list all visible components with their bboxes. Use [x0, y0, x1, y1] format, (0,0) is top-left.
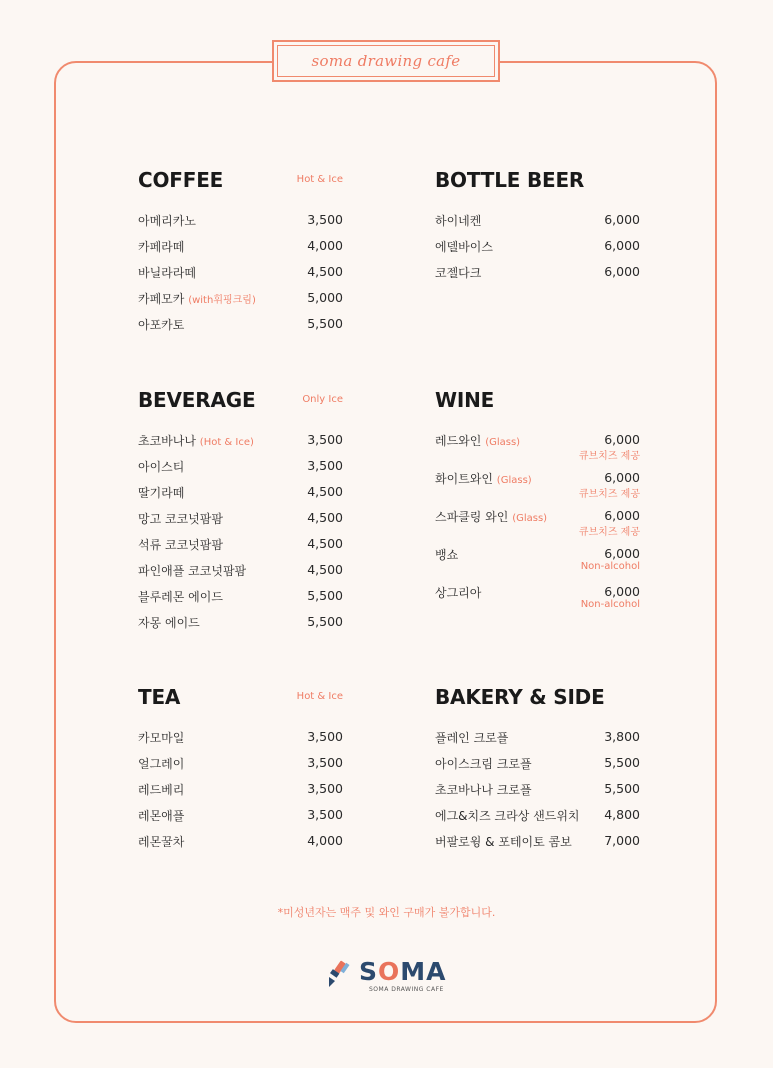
item-note: (Glass)	[485, 437, 521, 448]
item-name: 딸기라떼	[138, 486, 185, 500]
item-name: 카페라떼	[138, 240, 185, 254]
section-note: Hot & Ice	[296, 691, 343, 702]
item-name: 스파클링 와인	[435, 510, 509, 524]
item-name: 버팔로윙 & 포테이토 콤보	[435, 835, 572, 849]
item-price: 5,500	[604, 781, 640, 796]
item-price: 5,500	[307, 614, 343, 629]
item-price: 3,500	[307, 781, 343, 796]
item-price: 6,000	[604, 264, 640, 279]
menu-item	[138, 805, 343, 831]
menu-item	[138, 560, 343, 586]
item-price: 4,500	[307, 264, 343, 279]
item-name: 얼그레이	[138, 757, 185, 771]
section-wine	[435, 388, 640, 620]
section-title: BOTTLE BEER	[435, 168, 585, 192]
menu-item	[435, 727, 640, 753]
item-name: 바닐라라떼	[138, 266, 196, 280]
item-price: 6,000	[604, 508, 640, 523]
section-title: BEVERAGE	[138, 388, 256, 412]
menu-item	[138, 586, 343, 612]
item-price: 6,000	[604, 238, 640, 253]
item-name: 자몽 에이드	[138, 616, 200, 630]
item-subnote: Non-alcohol	[580, 561, 640, 572]
section-title: BAKERY & SIDE	[435, 685, 605, 709]
item-note: (with휘핑크림)	[188, 295, 256, 306]
logo-subtitle: SOMA DRAWING CAFE	[369, 986, 444, 993]
section-note: Only Ice	[302, 394, 343, 405]
item-price: 4,800	[604, 807, 640, 822]
item-price: 5,000	[307, 290, 343, 305]
logo-wordmark: SOMA	[359, 957, 447, 986]
section-title: COFFEE	[138, 168, 224, 192]
item-price: 4,000	[307, 238, 343, 253]
paintbrush-icon	[325, 959, 355, 989]
menu-item	[138, 831, 343, 857]
item-name: 아메리카노	[138, 214, 196, 228]
item-price: 5,500	[604, 755, 640, 770]
item-name: 레드와인	[435, 434, 482, 448]
item-price: 3,500	[307, 729, 343, 744]
menu-item	[435, 236, 640, 262]
item-price: 4,500	[307, 536, 343, 551]
menu-item	[138, 612, 343, 638]
item-price: 6,000	[604, 470, 640, 485]
item-price: 4,500	[307, 562, 343, 577]
item-price: 3,500	[307, 212, 343, 227]
item-price: 3,500	[307, 432, 343, 447]
item-name: 초코바나나 크로플	[435, 783, 532, 797]
cafe-name: soma drawing cafe	[277, 45, 495, 77]
section-beverage	[138, 388, 343, 638]
menu-item	[435, 506, 640, 544]
menu-item	[435, 544, 640, 582]
item-price: 4,500	[307, 510, 343, 525]
item-name: 블루레몬 에이드	[138, 590, 223, 604]
item-note: (Glass)	[512, 513, 548, 524]
item-name: 레몬꿀차	[138, 835, 185, 849]
item-price: 3,800	[604, 729, 640, 744]
item-name: 아포카토	[138, 318, 185, 332]
menu-item	[138, 508, 343, 534]
item-price: 6,000	[604, 432, 640, 447]
menu-item	[138, 727, 343, 753]
item-subnote: Non-alcohol	[580, 599, 640, 610]
section-title: TEA	[138, 685, 181, 709]
section-bottle-beer	[435, 168, 640, 288]
item-note: (Glass)	[496, 475, 532, 486]
item-price: 3,500	[307, 755, 343, 770]
item-name: 카모마일	[138, 731, 185, 745]
soma-logo	[325, 955, 450, 997]
menu-item	[138, 482, 343, 508]
item-name: 파인애플 코코넛팜팜	[138, 564, 247, 578]
item-subnote: 큐브치즈 제공	[578, 451, 640, 462]
item-name: 에그&치즈 크라상 샌드위치	[435, 809, 580, 823]
item-name: 하이네켄	[435, 214, 482, 228]
menu-item	[435, 430, 640, 468]
item-name: 뱅쇼	[435, 548, 459, 562]
item-price: 4,500	[307, 484, 343, 499]
item-price: 6,000	[604, 546, 640, 561]
menu-item	[435, 582, 640, 620]
item-price: 3,500	[307, 458, 343, 473]
section-coffee	[138, 168, 343, 340]
menu-item	[435, 805, 640, 831]
section-tea	[138, 685, 343, 857]
menu-item	[435, 210, 640, 236]
section-title: WINE	[435, 388, 495, 412]
section-note: Hot & Ice	[296, 174, 343, 185]
menu-item	[138, 456, 343, 482]
menu-item	[138, 262, 343, 288]
item-subnote: 큐브치즈 제공	[578, 489, 640, 500]
item-name: 망고 코코넛팜팜	[138, 512, 223, 526]
section-bakery-side	[435, 685, 640, 857]
menu-item	[138, 236, 343, 262]
item-subnote: 큐브치즈 제공	[578, 527, 640, 538]
menu-item	[138, 779, 343, 805]
menu-item	[435, 779, 640, 805]
age-restriction-notice: *미성년자는 맥주 및 와인 구매가 불가합니다.	[277, 906, 496, 919]
menu-item	[138, 534, 343, 560]
menu-item	[138, 430, 343, 456]
menu-item	[435, 831, 640, 857]
item-name: 아이스티	[138, 460, 185, 474]
cafe-name-banner	[272, 40, 500, 82]
item-name: 레드베리	[138, 783, 185, 797]
menu-item	[138, 314, 343, 340]
item-name: 에델바이스	[435, 240, 493, 254]
item-name: 아이스크림 크로플	[435, 757, 532, 771]
menu-item	[138, 210, 343, 236]
item-price: 3,500	[307, 807, 343, 822]
item-price: 4,000	[307, 833, 343, 848]
item-name: 초코바나나	[138, 434, 196, 448]
item-name: 화이트와인	[435, 472, 493, 486]
item-price: 6,000	[604, 212, 640, 227]
menu-item	[435, 468, 640, 506]
item-name: 상그리아	[435, 586, 482, 600]
item-name: 코젤다크	[435, 266, 482, 280]
item-price: 7,000	[604, 833, 640, 848]
item-price: 5,500	[307, 588, 343, 603]
item-name: 플레인 크로플	[435, 731, 509, 745]
menu-item	[138, 288, 343, 314]
item-name: 석류 코코넛팜팜	[138, 538, 223, 552]
menu-item	[435, 262, 640, 288]
menu-item	[435, 753, 640, 779]
menu-item	[138, 753, 343, 779]
item-price: 6,000	[604, 584, 640, 599]
item-name: 카페모카	[138, 292, 185, 306]
item-name: 레몬애플	[138, 809, 185, 823]
item-price: 5,500	[307, 316, 343, 331]
item-note: (Hot & Ice)	[199, 437, 254, 448]
